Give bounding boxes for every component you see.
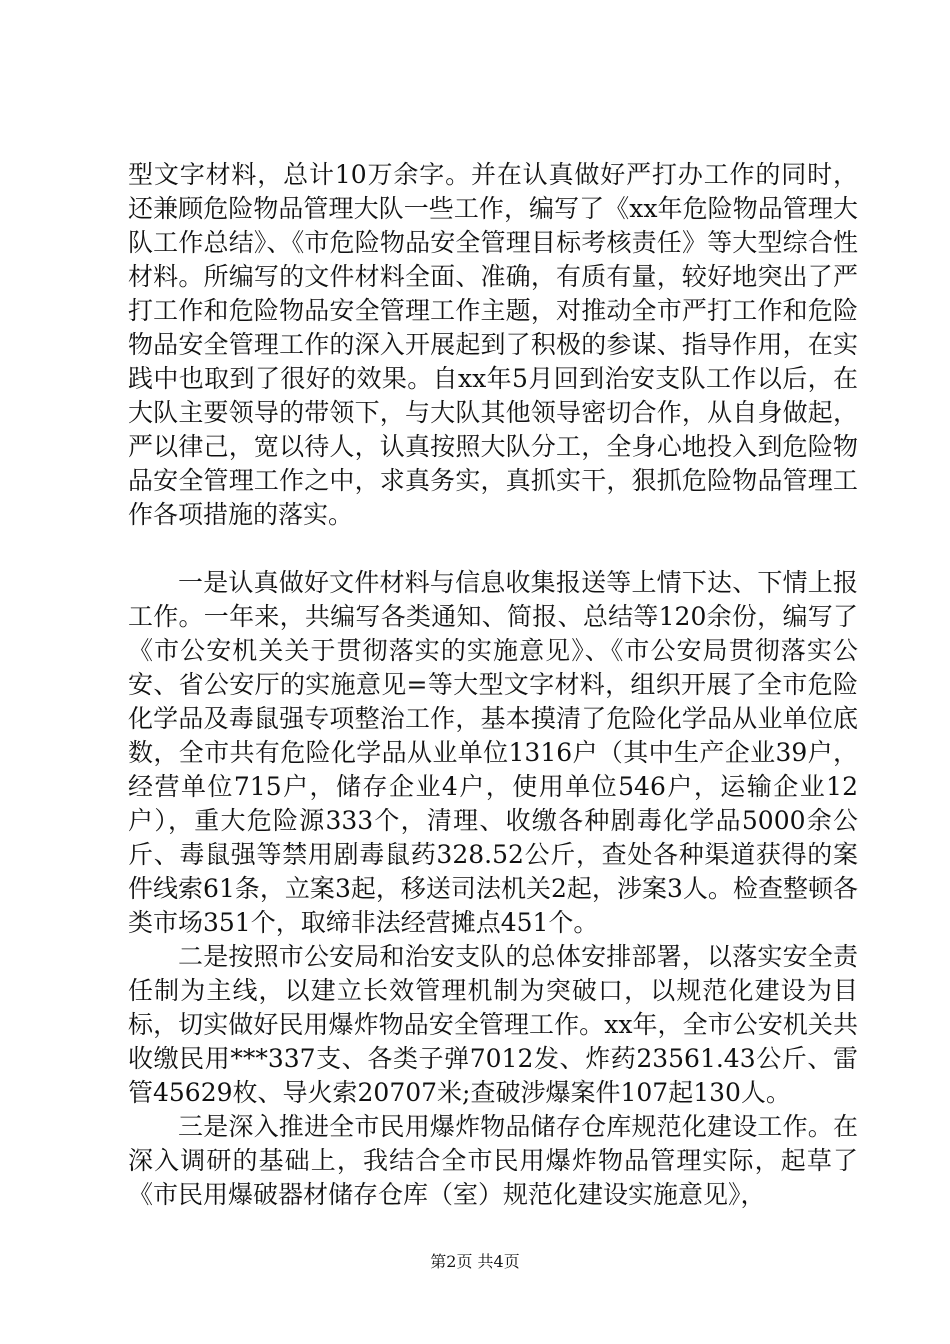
document-body [128,158,858,1212]
paragraph-item-three: 三是深入推进全市民用爆炸物品储存仓库规范化建设工作。在深入调研的基础上，我结合全市民用爆炸物品管理实际，起草了《市民用爆破器材储存仓库（室）规范化建设实施意见》， [128,1112,858,1209]
paragraph-item-one: 一是认真做好文件材料与信息收集报送等上情下达、下情上报工作。一年来，共编写各类通知、简报、总结等120余份，编写了《市公安机关关于贯彻落实的实施意见》、《市公安局贯彻落实公安、省公安厅的实施意见=等大型文字材料，组织开展了全市危险化学品及毒鼠强专项整治工作，基本摸清了危险化学品从业单位底数，全市共有危险化学品从业单位1316户（其中生产企业39户，经营单位715户，储存企业4户，使用单位546户，运输企业12户），重大危险源333个，清理、收缴各种剧毒化学品5000余公斤、毒鼠强等禁用剧毒鼠药328.52公斤，查处各种渠道获得的案件线索61条，立案3起，移送司法机关2起，涉案3人。检查整顿各类市场351个，取缔非法经营摊点451个。 [128,568,858,937]
paragraph-continued: 型文字材料，总计10万余字。并在认真做好严打办工作的同时，还兼顾危险物品管理大队一些工作，编写了《xx年危险物品管理大队工作总结》、《市危险物品安全管理目标考核责任》等大型综合性材料。所编写的文件材料全面、准确，有质有量，较好地突出了严打工作和危险物品安全管理工作主题，对推动全市严打工作和危险物品安全管理工作的深入开展起到了积极的参谋、指导作用，在实践中也取到了很好的效果。自xx年5月回到治安支队工作以后，在大队主要领导的带领下，与大队其他领导密切合作，从自身做起，严以律己，宽以待人，认真按照大队分工，全身心地投入到危险物品安全管理工作之中，求真务实，真抓实干，狠抓危险物品管理工作各项措施的落实。 [128,160,858,529]
page-footer: 第2页 共4页 [430,1252,520,1271]
paragraph-item-two: 二是按照市公安局和治安支队的总体安排部署，以落实安全责任制为主线，以建立长效管理机制为突破口，以规范化建设为目标，切实做好民用爆炸物品安全管理工作。xx年，全市公安机关共收缴民用***337支、各类子弹7012发、炸药23561.43公斤、雷管45629枚、导火索20707米;查破涉爆案件107起130人。 [128,942,858,1107]
